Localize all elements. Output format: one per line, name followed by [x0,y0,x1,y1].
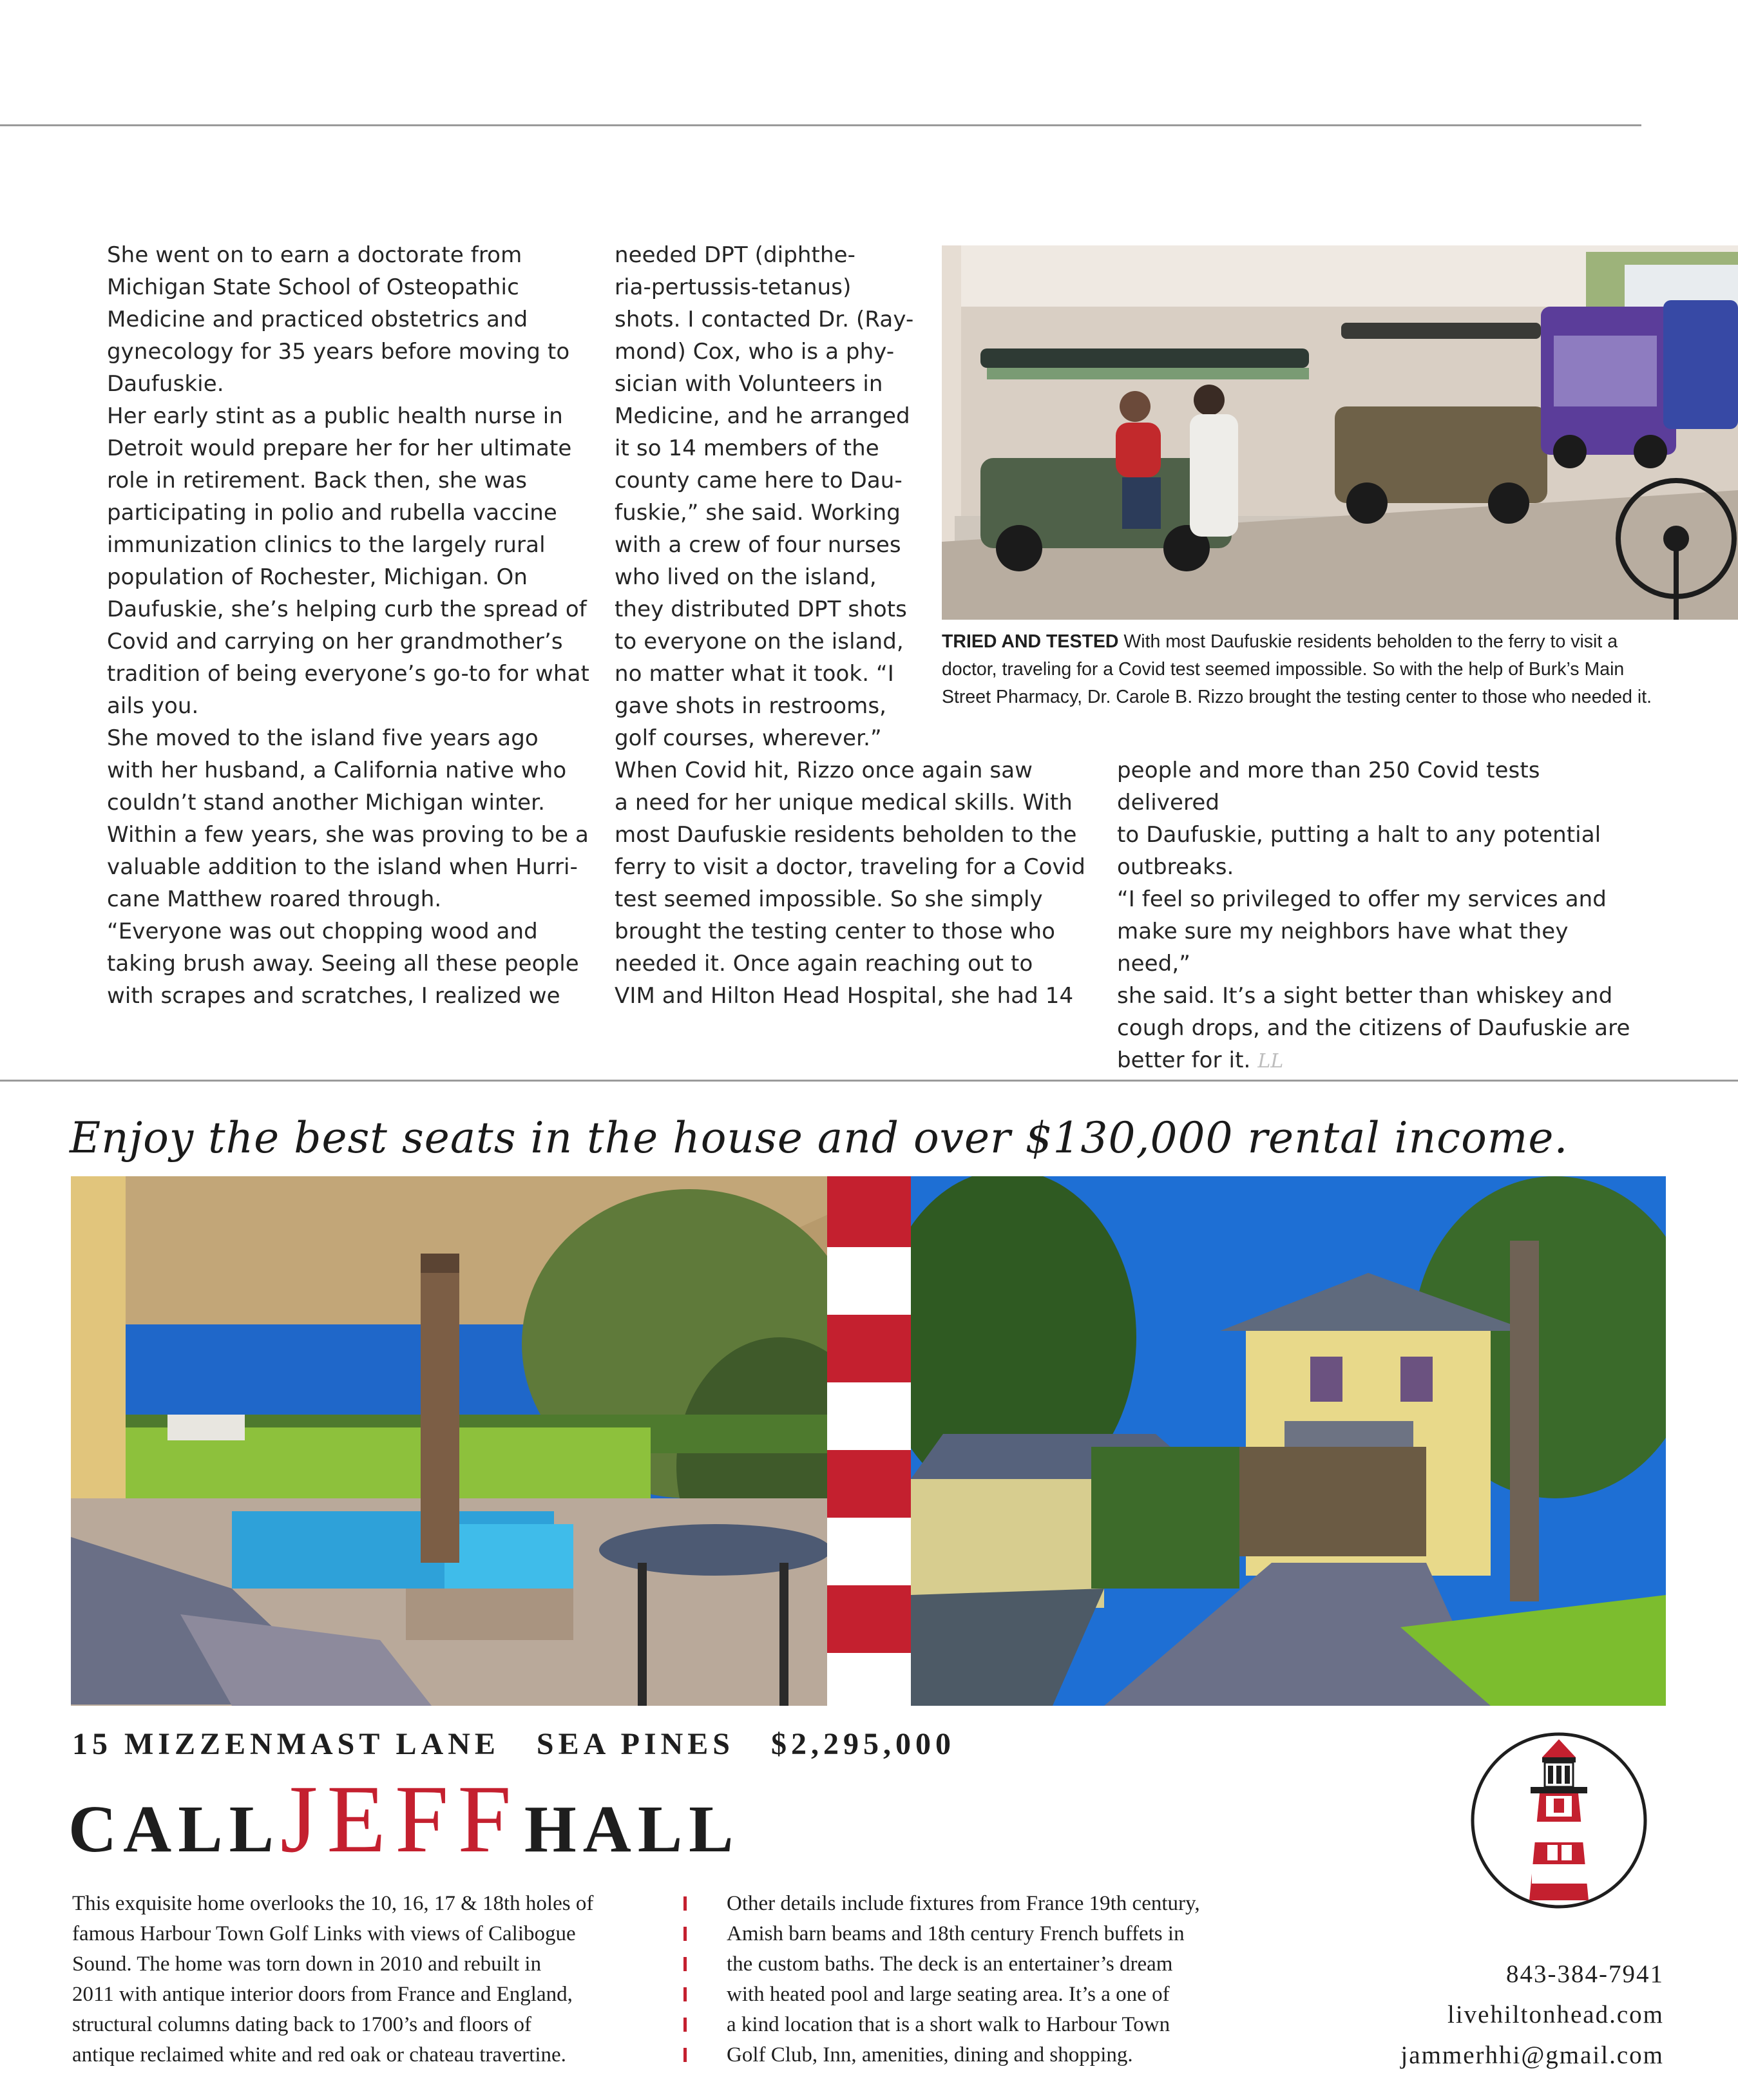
article-column-3 [1117,754,1645,1078]
house-exterior-photo [911,1176,1666,1706]
ad-description-left: This exquisite home overlooks the 10, 16, 17 & 18th holes of famous Harbour Town Golf Links with views of Calibogue Sound. The home was torn down in 2010 and rebuilt in 2011 with antique interior doors from France and England, structural columns dating back to 1700’s and floors of antique reclaimed white and red oak or chateau travertine. [72,1892,594,2067]
agent-email[interactable]: jammerhhi@gmail.com [1400,2041,1664,2069]
golf-cart-scene-illustration [942,245,1738,620]
last-name: HALL [524,1792,740,1866]
listing-address: 15 MIZZENMAST LANE SEA PINES $2,295,000 [72,1727,955,1761]
ad-headline: Enjoy the best seats in the house and over $130,000 rental income. [70,1113,1569,1163]
agent-website[interactable]: livehiltonhead.com [1447,2001,1664,2028]
separator-dash-3 [683,1957,687,1971]
separator-dash-2 [683,1927,687,1941]
photo-caption [942,628,1738,711]
call-word: CALL [68,1792,280,1866]
article-column-2-top: needed DPT (diphthe- ria-pertussis-tetanus) shots. I contacted Dr. (Ray- mond) Cox, who is a phy- sician with Volunteers in Medicine, and he arranged it so 14 members of the county came here to Dau- fuskie,” she said. Working with a crew of four nurses who lived on the island, they distributed DPT shots to everyone on the island, no matter what it took. “I gave shots in restrooms, golf courses, wherever.” [615,242,914,751]
red-white-stripe-divider [827,1176,911,1706]
house-scene-illustration [911,1176,1666,1706]
end-mark: LL [1257,1050,1284,1073]
article-column-3-text: people and more than 250 Covid tests delivered to Daufuskie, putting a halt to any potential outbreaks. “I feel so privileged to offer my services and make sure my neighbors have what they need,” she said. It’s a sight better than whiskey and cough drops, and the citizens of Daufuskie are better for it. [1117,758,1630,1073]
ad-divider [0,1080,1738,1082]
pool-patio-photo [71,1176,827,1706]
stripe-pattern [827,1176,911,1706]
caption-lead: TRIED AND TESTED [942,631,1119,652]
caption-text: With most Daufuskie residents beholden to the ferry to visit a doctor, traveling for a Covid test seemed impossible. So with the help of Burk’s Main Street Pharmacy, Dr. Carole B. Rizzo brought the testing center to those who needed it. [942,631,1652,707]
separator-dash-4 [683,1987,687,2001]
article-column-2-bottom: When Covid hit, Rizzo once again saw a need for her unique medical skills. With most Daufuskie residents beholden to the ferry to visit a doctor, traveling for a Covid test seemed impossible. So she simply brought the testing center to those who needed it. Once again reaching out to VIM and Hilton Head Hospital, she had 14 [615,758,1085,1009]
golf-cart-vaccination-photo [942,245,1738,620]
first-name: JEFF [280,1766,520,1873]
separator-dash-5 [683,2018,687,2032]
top-divider [0,124,1641,126]
pool-scene-illustration [71,1176,827,1706]
separator-dash-1 [683,1896,687,1911]
lighthouse-logo-graphic [1470,1732,1648,1909]
ad-description-right: Other details include fixtures from France 19th century, Amish barn beams and 18th century French buffets in the custom baths. The deck is an entertainer’s dream with heated pool and large seating area. It’s a one of a kind location that is a short walk to Harbour Town Golf Club, Inn, amenities, dining and shopping. [727,1892,1200,2067]
article-column-1: She went on to earn a doctorate from Michigan State School of Osteopathic Medicine and practiced obstetrics and gynecology for 35 years before moving to Daufuskie. Her early stint as a public health nurse in Detroit would prepare her for her ultimate role in retirement. Back then, she was participating in polio and rubella vaccine immunization clinics to the largely rural population of Rochester, Michigan. On Daufuskie, she’s helping curb the spread of Covid and carrying on her grandmother’s tradition of being everyone’s go-to for what ails you. She moved to the island five years ago with her husband, a California native who couldn’t stand another Michigan winter. Within a few years, she was proving to be a valuable addition to the island when Hurri- cane Matthew roared through. “Everyone was out chopping wood and taking brush away. Seeing all these people with scrapes and scratches, I realized we [107,242,589,1009]
agent-phone[interactable]: 843-384-7941 [1506,1960,1664,1988]
separator-dash-6 [683,2048,687,2062]
lighthouse-icon [1470,1732,1648,1909]
agent-name-line [68,1764,740,1873]
